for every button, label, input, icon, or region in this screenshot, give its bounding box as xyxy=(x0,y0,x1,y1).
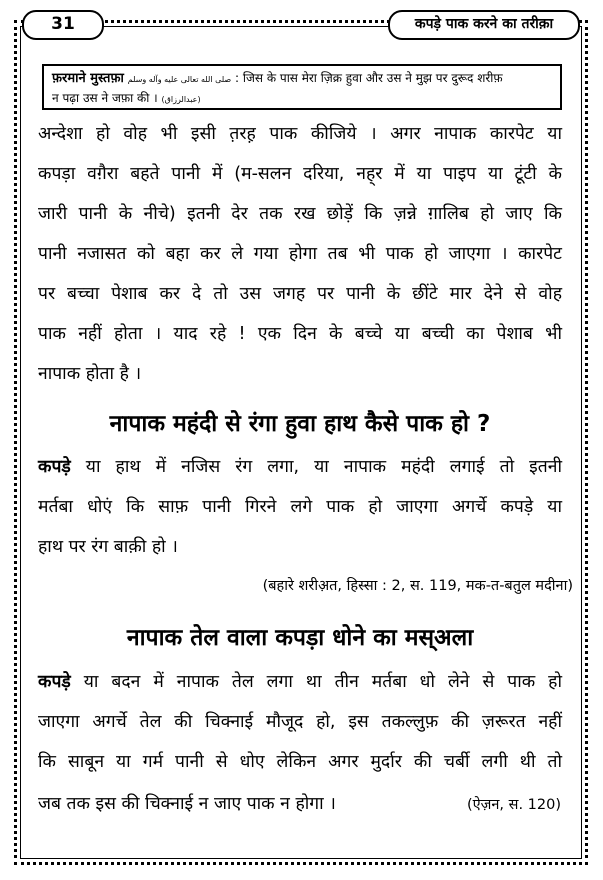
body-line: हाथ पर रंग बाक़ी हो । xyxy=(38,537,178,557)
body-line: जारी पानी के नीचे) इतनी देर तक रख छोड़ें कि ज़न्ने ग़ालिब हो जाए कि xyxy=(38,204,562,224)
citation: (ऐज़न, स. 120) xyxy=(466,797,561,813)
body-line: नापाक होता है । xyxy=(38,364,142,384)
hadith-box xyxy=(42,64,562,110)
section-heading: नापाक तेल वाला कपड़ा धोने का मस्अला xyxy=(126,625,474,651)
body-line: पानी नजासत को बहा कर ले गया होगा तब भी पाक हो जाएगा । कारपेट xyxy=(38,244,562,264)
citation: (बहारे शरीअ़त, हिस्सा : 2, स. 119, मक-त-बतुल मदीना) xyxy=(262,578,573,594)
body-line: पाक नहीं होता । याद रहे ! एक दिन के बच्चे या बच्ची का पेशाब भी xyxy=(38,324,562,344)
body-text: या बदन में नापाक तेल लगा था तीन मर्तबा धो लेने से पाक हो xyxy=(70,672,562,692)
lead-word: कपड़े xyxy=(38,457,71,477)
hadith-line-1: : जिस के पास मेरा ज़िक्र हुवा और उस ने मुझ पर दुरूद शरीफ़ xyxy=(235,71,503,85)
body-line: पर बच्चा पेशाब कर दे तो उस जगह पर पानी के छींटे मार देने से वोह xyxy=(38,284,562,304)
hadith-honorific: صلى الله تعالى عليه وآله وسلم xyxy=(127,75,232,84)
body-text: या हाथ में नजिस रंग लगा, या नापाक महंदी लगाई तो इतनी xyxy=(70,457,562,477)
body-line: अन्देशा हो वोह भी इसी त़रह़ पाक कीजिये । अगर नापाक कारपेट या xyxy=(38,124,562,144)
hadith-reference: (عبدالرزاق) xyxy=(161,95,201,104)
lead-word: कपड़े xyxy=(38,672,71,692)
section-heading: नापाक महंदी से रंगा हुवा हाथ कैसे पाक हो ? xyxy=(109,411,491,437)
body-line: कपड़ा वग़ैरा बहते पानी में (म-सलन दरिया, नह्‌र में या पाइप या टूंटी के xyxy=(38,164,562,184)
hadith-label: फ़रमाने मुस्तफ़ा xyxy=(52,71,124,86)
hadith-line-2: न पढ़ा उस ने जफ़ा की । xyxy=(52,91,158,105)
running-title: कपड़े पाक करने का तरीक़ा xyxy=(388,10,580,40)
body-line: मर्तबा धोएं कि साफ़ पानी गिरने लगे पाक हो जाएगा अगर्चे कपड़े या xyxy=(38,497,562,517)
body-line: जब तक इस की चिक्नाई न जाए पाक न होगा । xyxy=(38,794,336,814)
body-line xyxy=(38,453,562,481)
body-line xyxy=(38,668,562,696)
body-line: कि साबून या गर्म पानी से धोए लेकिन अगर मुर्दार की चर्बी लगी थी तो xyxy=(38,752,562,772)
page-number: 31 xyxy=(22,10,104,40)
body-line: जाएगा अगर्चे तेल की चिक्नाई मौजूद हो, इस तकल्लुफ़ की ज़रूरत नहीं xyxy=(38,712,562,732)
